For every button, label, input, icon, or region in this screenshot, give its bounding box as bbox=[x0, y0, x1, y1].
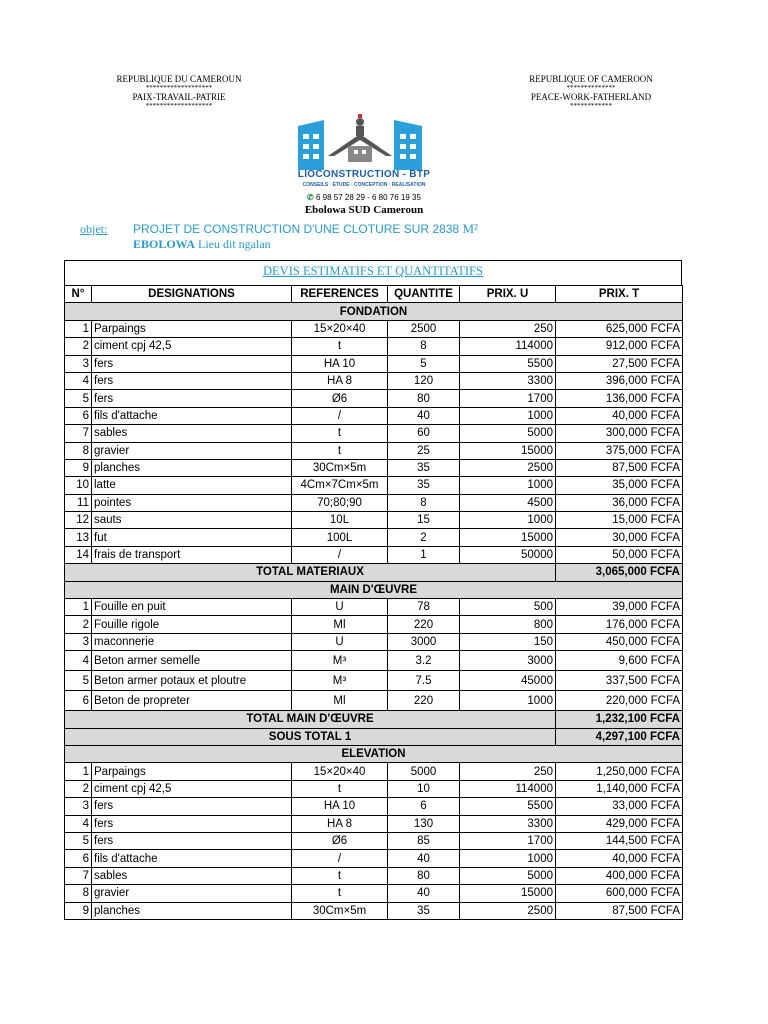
cell-num: 6 bbox=[65, 407, 92, 424]
company-name: LIOCONSTRUCTION - BTP bbox=[297, 169, 431, 180]
table-row bbox=[65, 616, 683, 633]
objet-unit: M² bbox=[462, 221, 478, 236]
cell-designation: Beton de propreter bbox=[92, 691, 292, 711]
objet-line1-text: PROJET DE CONSTRUCTION D'UNE CLOTURE SUR 2838 bbox=[133, 222, 460, 236]
cell-prix-u: 250 bbox=[460, 763, 556, 780]
cell-quantite: 1 bbox=[388, 546, 460, 563]
objet-label: objet: bbox=[80, 222, 108, 236]
cell-prix-u: 1700 bbox=[460, 390, 556, 407]
cell-reference: t bbox=[292, 885, 388, 902]
cell-prix-t: 176,000 FCFA bbox=[556, 616, 683, 633]
col-designations: DESIGNATIONS bbox=[92, 286, 292, 303]
cell-reference: M³ bbox=[292, 671, 388, 691]
cell-designation: fers bbox=[92, 390, 292, 407]
cell-prix-u: 1000 bbox=[460, 512, 556, 529]
col-prix-u: PRIX. U bbox=[460, 286, 556, 303]
header-left-stars1: ******************* bbox=[145, 84, 213, 92]
cell-reference: t bbox=[292, 338, 388, 355]
total-main-oeuvre-value: 1,232,100 FCFA bbox=[556, 711, 683, 728]
table-row bbox=[65, 798, 683, 815]
cell-prix-t: 220,000 FCFA bbox=[556, 691, 683, 711]
header-right bbox=[520, 74, 662, 110]
cell-prix-t: 144,500 FCFA bbox=[556, 832, 683, 849]
cell-designation: sauts bbox=[92, 512, 292, 529]
cell-num: 4 bbox=[65, 815, 92, 832]
cell-designation: fers bbox=[92, 798, 292, 815]
cell-quantite: 2 bbox=[388, 529, 460, 546]
objet-city: EBOLOWA bbox=[133, 237, 196, 251]
header-right-stars2: ************ bbox=[570, 102, 612, 110]
header-left bbox=[108, 74, 250, 110]
cell-reference: U bbox=[292, 633, 388, 650]
cell-prix-u: 3000 bbox=[460, 651, 556, 671]
cell-designation: pointes bbox=[92, 494, 292, 511]
cell-reference: Ml bbox=[292, 691, 388, 711]
cell-num: 10 bbox=[65, 477, 92, 494]
cell-num: 1 bbox=[65, 763, 92, 780]
section-elevation bbox=[65, 745, 683, 762]
cell-quantite: 35 bbox=[388, 459, 460, 476]
cell-designation: ciment cpj 42,5 bbox=[92, 338, 292, 355]
cell-prix-t: 625,000 FCFA bbox=[556, 320, 683, 337]
cell-quantite: 40 bbox=[388, 407, 460, 424]
cell-prix-t: 27,500 FCFA bbox=[556, 355, 683, 372]
objet-line2 bbox=[133, 237, 271, 252]
cell-quantite: 40 bbox=[388, 850, 460, 867]
cell-quantite: 120 bbox=[388, 372, 460, 389]
cell-prix-u: 5500 bbox=[460, 798, 556, 815]
table-row bbox=[65, 338, 683, 355]
table-row bbox=[65, 691, 683, 711]
phone-icon: ✆ bbox=[307, 193, 314, 202]
section-fondation-label: FONDATION bbox=[65, 303, 683, 320]
cell-reference: HA 10 bbox=[292, 355, 388, 372]
table-row bbox=[65, 372, 683, 389]
cell-quantite: 5000 bbox=[388, 763, 460, 780]
cell-quantite: 130 bbox=[388, 815, 460, 832]
cell-num: 6 bbox=[65, 850, 92, 867]
cell-quantite: 6 bbox=[388, 798, 460, 815]
table-header-row bbox=[65, 286, 683, 303]
table-row bbox=[65, 390, 683, 407]
cell-prix-u: 5000 bbox=[460, 425, 556, 442]
cell-prix-u: 114000 bbox=[460, 338, 556, 355]
cell-prix-u: 1000 bbox=[460, 477, 556, 494]
cell-prix-u: 45000 bbox=[460, 671, 556, 691]
table-row bbox=[65, 546, 683, 563]
cell-prix-u: 3300 bbox=[460, 372, 556, 389]
cell-reference: t bbox=[292, 780, 388, 797]
cell-quantite: 2500 bbox=[388, 320, 460, 337]
header-left-line1: REPUBLIQUE DU CAMEROUN bbox=[116, 74, 242, 84]
cell-designation: fils d'attache bbox=[92, 850, 292, 867]
cell-quantite: 25 bbox=[388, 442, 460, 459]
total-materiaux-label: TOTAL MATERIAUX bbox=[65, 564, 556, 581]
cell-designation: latte bbox=[92, 477, 292, 494]
cell-quantite: 80 bbox=[388, 867, 460, 884]
cell-prix-t: 300,000 FCFA bbox=[556, 425, 683, 442]
table-row bbox=[65, 902, 683, 919]
cell-designation: Fouille rigole bbox=[92, 616, 292, 633]
cell-num: 7 bbox=[65, 867, 92, 884]
cell-quantite: 60 bbox=[388, 425, 460, 442]
table-row bbox=[65, 425, 683, 442]
cell-quantite: 40 bbox=[388, 885, 460, 902]
cell-prix-u: 1000 bbox=[460, 691, 556, 711]
cell-designation: fers bbox=[92, 372, 292, 389]
sous-total-1 bbox=[65, 728, 683, 745]
company-phone bbox=[276, 193, 452, 202]
cell-prix-t: 400,000 FCFA bbox=[556, 867, 683, 884]
cell-reference: HA 8 bbox=[292, 815, 388, 832]
cell-num: 14 bbox=[65, 546, 92, 563]
cell-quantite: 3000 bbox=[388, 633, 460, 650]
objet-place: Lieu dit ngalan bbox=[195, 237, 271, 251]
cell-num: 2 bbox=[65, 616, 92, 633]
col-quantite: QUANTITE bbox=[388, 286, 460, 303]
cell-prix-t: 36,000 FCFA bbox=[556, 494, 683, 511]
cell-prix-u: 1000 bbox=[460, 407, 556, 424]
cell-prix-u: 800 bbox=[460, 616, 556, 633]
cell-prix-t: 912,000 FCFA bbox=[556, 338, 683, 355]
cell-prix-u: 4500 bbox=[460, 494, 556, 511]
cell-reference: / bbox=[292, 407, 388, 424]
cell-quantite: 7.5 bbox=[388, 671, 460, 691]
section-main-oeuvre-label: MAIN D'ŒUVRE bbox=[65, 581, 683, 598]
cell-designation: gravier bbox=[92, 885, 292, 902]
company-tagline: CONSEILS · ETUDE · CONCEPTION · REALISATION bbox=[302, 182, 426, 188]
cell-prix-u: 500 bbox=[460, 599, 556, 616]
col-references: REFERENCES bbox=[292, 286, 388, 303]
cell-prix-t: 33,000 FCFA bbox=[556, 798, 683, 815]
cell-num: 4 bbox=[65, 651, 92, 671]
table-row bbox=[65, 850, 683, 867]
cell-prix-t: 40,000 FCFA bbox=[556, 850, 683, 867]
cell-prix-t: 450,000 FCFA bbox=[556, 633, 683, 650]
cell-num: 4 bbox=[65, 372, 92, 389]
cell-designation: planches bbox=[92, 459, 292, 476]
cell-quantite: 78 bbox=[388, 599, 460, 616]
cell-num: 3 bbox=[65, 798, 92, 815]
cell-designation: Beton armer potaux et ploutre bbox=[92, 671, 292, 691]
cell-reference: / bbox=[292, 546, 388, 563]
total-materiaux-value: 3,065,000 FCFA bbox=[556, 564, 683, 581]
cell-reference: t bbox=[292, 442, 388, 459]
col-num: N° bbox=[65, 286, 92, 303]
cell-designation: Parpaings bbox=[92, 320, 292, 337]
cell-prix-t: 40,000 FCFA bbox=[556, 407, 683, 424]
header-left-stars2: ******************* bbox=[145, 102, 213, 110]
table-row bbox=[65, 651, 683, 671]
table-row bbox=[65, 477, 683, 494]
cell-num: 12 bbox=[65, 512, 92, 529]
total-main-oeuvre bbox=[65, 711, 683, 728]
cell-designation: fils d'attache bbox=[92, 407, 292, 424]
section-main-oeuvre bbox=[65, 581, 683, 598]
cell-reference: t bbox=[292, 867, 388, 884]
cell-prix-t: 15,000 FCFA bbox=[556, 512, 683, 529]
phone-numbers: 6 98 57 28 29 - 6 80 76 19 35 bbox=[315, 193, 421, 202]
cell-reference: 15×20×40 bbox=[292, 320, 388, 337]
sous-total-1-label: SOUS TOTAL 1 bbox=[65, 728, 556, 745]
cell-num: 1 bbox=[65, 320, 92, 337]
cell-num: 9 bbox=[65, 459, 92, 476]
cell-designation: planches bbox=[92, 902, 292, 919]
table-row bbox=[65, 633, 683, 650]
col-prix-t: PRIX. T bbox=[556, 286, 683, 303]
cell-num: 3 bbox=[65, 355, 92, 372]
cell-designation: Parpaings bbox=[92, 763, 292, 780]
logo-buildings-icon bbox=[276, 112, 452, 170]
estimate-table bbox=[64, 285, 683, 920]
cell-quantite: 220 bbox=[388, 616, 460, 633]
cell-reference: 70;80;90 bbox=[292, 494, 388, 511]
cell-quantite: 5 bbox=[388, 355, 460, 372]
cell-designation: ciment cpj 42,5 bbox=[92, 780, 292, 797]
cell-prix-u: 15000 bbox=[460, 885, 556, 902]
cell-prix-u: 2500 bbox=[460, 459, 556, 476]
cell-num: 11 bbox=[65, 494, 92, 511]
cell-designation: fers bbox=[92, 355, 292, 372]
cell-reference: / bbox=[292, 850, 388, 867]
table-row bbox=[65, 832, 683, 849]
cell-prix-t: 375,000 FCFA bbox=[556, 442, 683, 459]
cell-reference: 10L bbox=[292, 512, 388, 529]
cell-num: 1 bbox=[65, 599, 92, 616]
total-materiaux bbox=[65, 564, 683, 581]
cell-reference: HA 10 bbox=[292, 798, 388, 815]
cell-quantite: 10 bbox=[388, 780, 460, 797]
table-row bbox=[65, 671, 683, 691]
table-row bbox=[65, 815, 683, 832]
cell-designation: frais de transport bbox=[92, 546, 292, 563]
cell-reference: Ø6 bbox=[292, 390, 388, 407]
cell-num: 5 bbox=[65, 390, 92, 407]
cell-designation: Fouille en puit bbox=[92, 599, 292, 616]
cell-num: 7 bbox=[65, 425, 92, 442]
cell-prix-t: 1,250,000 FCFA bbox=[556, 763, 683, 780]
cell-quantite: 35 bbox=[388, 902, 460, 919]
cell-quantite: 220 bbox=[388, 691, 460, 711]
cell-prix-u: 3300 bbox=[460, 815, 556, 832]
cell-prix-t: 1,140,000 FCFA bbox=[556, 780, 683, 797]
cell-prix-t: 87,500 FCFA bbox=[556, 902, 683, 919]
header-right-line1: REPUBLIQUE OF CAMEROON bbox=[529, 74, 653, 84]
cell-designation: maconnerie bbox=[92, 633, 292, 650]
document-title bbox=[64, 260, 682, 286]
cell-prix-t: 50,000 FCFA bbox=[556, 546, 683, 563]
cell-prix-u: 50000 bbox=[460, 546, 556, 563]
cell-prix-u: 250 bbox=[460, 320, 556, 337]
cell-quantite: 8 bbox=[388, 494, 460, 511]
cell-reference: Ml bbox=[292, 616, 388, 633]
section-fondation bbox=[65, 303, 683, 320]
cell-quantite: 80 bbox=[388, 390, 460, 407]
total-main-oeuvre-label: TOTAL MAIN D'ŒUVRE bbox=[65, 711, 556, 728]
header-left-line2: PAIX-TRAVAIL-PATRIE bbox=[132, 92, 226, 102]
table-row bbox=[65, 442, 683, 459]
cell-prix-u: 1700 bbox=[460, 832, 556, 849]
cell-prix-t: 35,000 FCFA bbox=[556, 477, 683, 494]
objet-line1 bbox=[133, 221, 478, 237]
cell-quantite: 8 bbox=[388, 338, 460, 355]
cell-designation: fers bbox=[92, 832, 292, 849]
cell-num: 9 bbox=[65, 902, 92, 919]
table-row bbox=[65, 407, 683, 424]
cell-prix-u: 150 bbox=[460, 633, 556, 650]
cell-prix-t: 39,000 FCFA bbox=[556, 599, 683, 616]
cell-num: 5 bbox=[65, 832, 92, 849]
cell-quantite: 3.2 bbox=[388, 651, 460, 671]
cell-reference: t bbox=[292, 425, 388, 442]
table-body bbox=[65, 303, 683, 920]
table-row bbox=[65, 780, 683, 797]
cell-num: 5 bbox=[65, 671, 92, 691]
document-title-text: DEVIS ESTIMATIFS ET QUANTITATIFS bbox=[263, 264, 483, 278]
cell-quantite: 15 bbox=[388, 512, 460, 529]
table-row bbox=[65, 885, 683, 902]
cell-prix-u: 2500 bbox=[460, 902, 556, 919]
cell-num: 2 bbox=[65, 780, 92, 797]
cell-prix-u: 114000 bbox=[460, 780, 556, 797]
cell-prix-t: 600,000 FCFA bbox=[556, 885, 683, 902]
table-row bbox=[65, 459, 683, 476]
cell-num: 2 bbox=[65, 338, 92, 355]
cell-prix-u: 15000 bbox=[460, 529, 556, 546]
cell-prix-t: 9,600 FCFA bbox=[556, 651, 683, 671]
cell-reference: 100L bbox=[292, 529, 388, 546]
cell-designation: sables bbox=[92, 425, 292, 442]
cell-num: 3 bbox=[65, 633, 92, 650]
cell-reference: M³ bbox=[292, 651, 388, 671]
cell-num: 8 bbox=[65, 885, 92, 902]
table-row bbox=[65, 355, 683, 372]
cell-reference: 30Cm×5m bbox=[292, 902, 388, 919]
cell-num: 13 bbox=[65, 529, 92, 546]
cell-prix-t: 87,500 FCFA bbox=[556, 459, 683, 476]
cell-prix-t: 136,000 FCFA bbox=[556, 390, 683, 407]
cell-prix-u: 15000 bbox=[460, 442, 556, 459]
sous-total-1-value: 4,297,100 FCFA bbox=[556, 728, 683, 745]
table-row bbox=[65, 320, 683, 337]
cell-reference: Ø6 bbox=[292, 832, 388, 849]
cell-prix-u: 5500 bbox=[460, 355, 556, 372]
company-city: Ebolowa SUD Cameroun bbox=[304, 204, 424, 216]
cell-num: 8 bbox=[65, 442, 92, 459]
table-row bbox=[65, 494, 683, 511]
table-row bbox=[65, 599, 683, 616]
cell-prix-t: 30,000 FCFA bbox=[556, 529, 683, 546]
cell-designation: Beton armer semelle bbox=[92, 651, 292, 671]
cell-reference: 30Cm×5m bbox=[292, 459, 388, 476]
table-row bbox=[65, 763, 683, 780]
header-right-line2: PEACE-WORK-FATHERLAND bbox=[530, 92, 652, 102]
cell-designation: gravier bbox=[92, 442, 292, 459]
cell-quantite: 35 bbox=[388, 477, 460, 494]
table-row bbox=[65, 529, 683, 546]
header-right-stars1: ************** bbox=[566, 84, 616, 92]
cell-prix-t: 396,000 FCFA bbox=[556, 372, 683, 389]
cell-designation: fut bbox=[92, 529, 292, 546]
cell-prix-t: 429,000 FCFA bbox=[556, 815, 683, 832]
cell-prix-t: 337,500 FCFA bbox=[556, 671, 683, 691]
section-elevation-label: ELEVATION bbox=[65, 745, 683, 762]
cell-quantite: 85 bbox=[388, 832, 460, 849]
cell-reference: 15×20×40 bbox=[292, 763, 388, 780]
cell-designation: sables bbox=[92, 867, 292, 884]
cell-reference: HA 8 bbox=[292, 372, 388, 389]
cell-designation: fers bbox=[92, 815, 292, 832]
cell-num: 6 bbox=[65, 691, 92, 711]
table-row bbox=[65, 512, 683, 529]
table-row bbox=[65, 867, 683, 884]
cell-reference: 4Cm×7Cm×5m bbox=[292, 477, 388, 494]
cell-prix-u: 5000 bbox=[460, 867, 556, 884]
cell-reference: U bbox=[292, 599, 388, 616]
cell-prix-u: 1000 bbox=[460, 850, 556, 867]
